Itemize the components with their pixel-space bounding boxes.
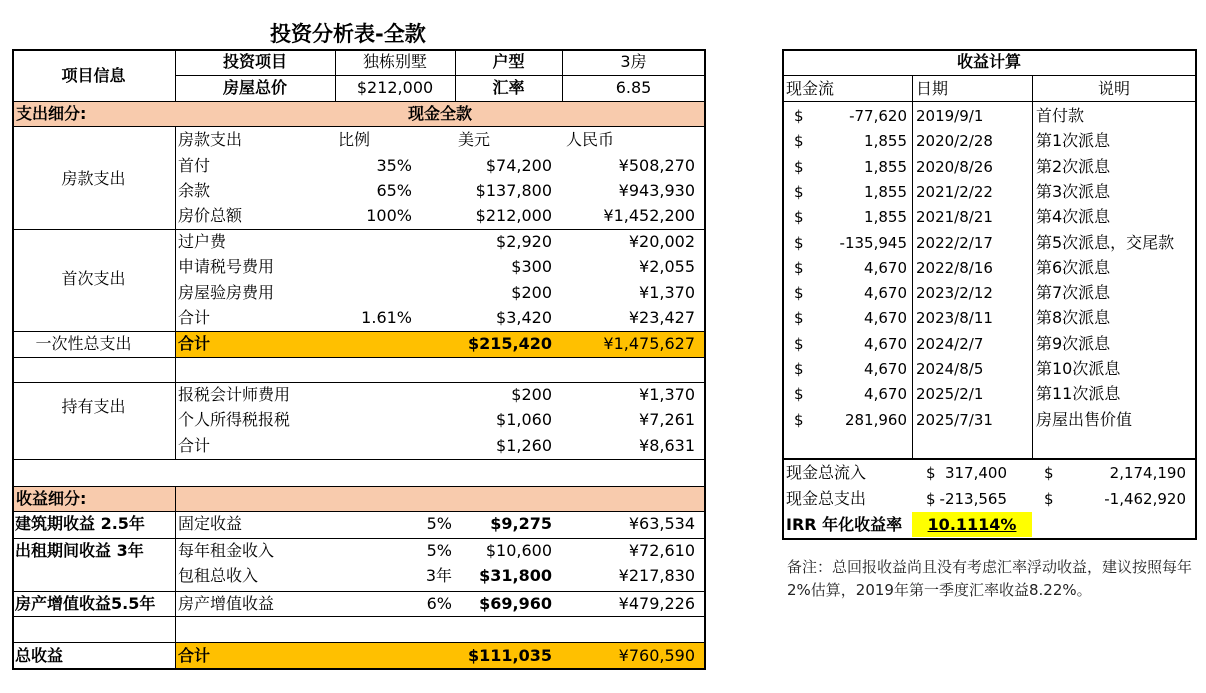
first-group-label: 首次支出: [61, 269, 126, 288]
row-date: 2022/2/17: [916, 233, 993, 252]
summary-rmb: 2,174,190: [1109, 464, 1186, 482]
row-usd: $200: [511, 385, 552, 404]
row-currency: $: [794, 309, 804, 328]
onetime-rmb: ¥1,475,627: [603, 334, 695, 353]
row-note: 第8次派息: [1036, 308, 1111, 328]
grand-total-usd: $111,035: [467, 646, 552, 665]
row-item: 合计: [178, 436, 211, 455]
row-note: 第11次派息: [1036, 384, 1121, 404]
grid-line: [912, 75, 913, 459]
grid-line: [12, 591, 705, 592]
summary-label: 现金总支出: [786, 489, 867, 508]
grid-line: [12, 49, 14, 670]
row-rmb: ¥1,370: [639, 283, 695, 302]
summary-currency: $: [1044, 490, 1054, 508]
holding-group-label: 持有支出: [61, 397, 126, 416]
row-note: 第6次派息: [1036, 257, 1111, 277]
row-currency: $: [794, 132, 804, 151]
income-section-title: 收益细分:: [16, 489, 87, 508]
income-label: 房产增值收益5.5年: [15, 594, 156, 613]
row-currency: $: [794, 410, 804, 429]
income-item: 每年租金收入: [178, 541, 275, 560]
summary-currency: $: [1044, 464, 1054, 482]
row-usd: $1,260: [496, 436, 552, 455]
row-rmb: ¥508,270: [618, 156, 695, 175]
row-rmb: ¥23,427: [628, 308, 695, 327]
row-note: 第1次派息: [1036, 131, 1111, 151]
row-currency: $: [794, 385, 804, 404]
grid-line: [12, 642, 705, 643]
grid-line: [12, 511, 705, 512]
purchase-group-label: 房款支出: [61, 169, 126, 188]
invest-item-label: 投资项目: [222, 52, 287, 71]
income-usd: $9,275: [490, 514, 552, 533]
row-note: 首付款: [1036, 106, 1085, 125]
total-price-value: $212,000: [356, 78, 434, 97]
grid-line: [782, 538, 1196, 540]
income-ratio: 5%: [426, 541, 452, 560]
grid-line: [12, 486, 705, 487]
fx-value: 6.85: [615, 78, 652, 97]
income-item: 房产增值收益: [178, 594, 275, 613]
row-currency: $: [794, 334, 804, 353]
grand-total-label: 总收益: [15, 646, 64, 665]
row-ratio: 35%: [376, 156, 412, 175]
row-date: 2025/7/31: [916, 410, 993, 429]
row-amount: 4,670: [864, 334, 907, 353]
row-date: 2025/2/1: [916, 385, 984, 404]
grid-line: [1032, 75, 1033, 459]
income-ratio: 5%: [426, 514, 452, 533]
row-rmb: ¥943,930: [618, 181, 695, 200]
summary-currency: $: [926, 464, 936, 482]
row-item: 申请税号费用: [178, 257, 275, 276]
row-rmb: ¥1,452,200: [603, 206, 695, 225]
row-item: 个人所得税报税: [178, 410, 291, 429]
col-item-header: 房款支出: [178, 130, 243, 149]
row-item: 余款: [178, 181, 211, 200]
footnote: 备注：总回报收益尚且没有考虑汇率浮动收益，建议按照每年2%估算，2019年第一季度汇率收益8.22%。: [787, 558, 1193, 599]
grid-line: [12, 357, 705, 358]
grid-line: [12, 538, 705, 539]
grid-line: [12, 331, 705, 332]
grid-line: [12, 668, 706, 670]
irr-value: 10.1114%: [927, 515, 1017, 534]
row-amount: 1,855: [864, 157, 907, 176]
grid-line: [12, 229, 705, 230]
onetime-usd: $215,420: [467, 334, 552, 353]
row-note: 第4次派息: [1036, 207, 1111, 227]
fx-label: 汇率: [492, 78, 525, 97]
row-currency: $: [794, 233, 804, 252]
grid-line: [782, 101, 1196, 102]
row-item: 合计: [178, 308, 211, 327]
row-item: 房屋验房费用: [178, 283, 275, 302]
income-usd: $69,960: [479, 594, 552, 613]
row-usd: $3,420: [496, 308, 552, 327]
grand-total-item: 合计: [178, 646, 211, 665]
row-usd: $137,800: [475, 181, 552, 200]
grid-line: [782, 49, 784, 540]
grid-line: [175, 75, 705, 76]
row-usd: $212,000: [475, 206, 552, 225]
grid-line: [12, 126, 705, 127]
row-currency: $: [794, 157, 804, 176]
project-info-label: 项目信息: [61, 66, 126, 85]
income-item: 固定收益: [178, 514, 243, 533]
grand-total-rmb: ¥760,590: [618, 646, 695, 665]
row-amount: 4,670: [864, 258, 907, 277]
income-usd: $10,600: [485, 541, 552, 560]
onetime-item: 合计: [178, 334, 211, 353]
summary-currency: $: [926, 490, 936, 508]
grid-line: [12, 616, 705, 617]
grid-line: [1195, 49, 1197, 540]
grid-line: [782, 75, 1196, 76]
row-date: 2020/2/28: [916, 132, 993, 151]
grid-line: [12, 459, 705, 460]
row-rmb: ¥7,261: [639, 410, 695, 429]
row-rmb: ¥8,631: [639, 436, 695, 455]
col-ratio-header: 比例: [338, 130, 371, 149]
summary-label: 现金总流入: [786, 463, 867, 482]
row-note: 第3次派息: [1036, 181, 1111, 201]
note-header: 说明: [1097, 79, 1130, 98]
row-amount: 4,670: [864, 309, 907, 328]
row-amount: 4,670: [864, 385, 907, 404]
row-ratio: 65%: [376, 181, 412, 200]
calc-title: 收益计算: [956, 52, 1021, 71]
row-amount: 1,855: [864, 132, 907, 151]
row-rmb: ¥20,002: [628, 232, 695, 251]
income-label: 建筑期收益 2.5年: [15, 514, 145, 533]
total-price-label: 房屋总价: [222, 78, 287, 97]
onetime-label: 一次性总支出: [35, 334, 132, 353]
col-usd-header: 美元: [458, 130, 491, 149]
income-rmb: ¥217,830: [618, 566, 695, 585]
row-currency: $: [794, 208, 804, 227]
row-date: 2021/2/22: [916, 182, 993, 201]
row-date: 2024/8/5: [916, 360, 984, 378]
row-date: 2023/2/12: [916, 284, 993, 303]
row-usd: $1,060: [496, 410, 552, 429]
row-item: 房价总额: [178, 206, 243, 225]
row-date: 2021/8/21: [916, 208, 993, 227]
grid-line: [704, 49, 706, 670]
row-amount: 4,670: [864, 284, 907, 303]
row-amount: 281,960: [844, 410, 907, 429]
house-type-value: 3房: [620, 52, 647, 71]
row-date: 2023/8/11: [916, 309, 993, 328]
income-ratio: 6%: [426, 594, 452, 613]
row-item: 过户费: [178, 232, 227, 251]
row-date: 2024/2/7: [916, 334, 984, 353]
irr-label: IRR 年化收益率: [786, 515, 903, 534]
income-ratio: 3年: [425, 566, 452, 585]
row-usd: $2,920: [496, 232, 552, 251]
date-header: 日期: [916, 79, 949, 98]
grid-line: [175, 126, 176, 459]
house-type-label: 户型: [492, 52, 525, 71]
row-amount: 1,855: [864, 182, 907, 201]
cashflow-header: 现金流: [786, 79, 835, 98]
row-note: 第7次派息: [1036, 283, 1111, 303]
income-rmb: ¥479,226: [618, 594, 695, 613]
income-item: 包租总收入: [178, 566, 259, 585]
row-note: 第10次派息: [1036, 359, 1121, 378]
row-note: 第9次派息: [1036, 333, 1111, 353]
row-usd: $74,200: [485, 156, 552, 175]
row-note: 房屋出售价值: [1036, 409, 1133, 429]
row-amount: 4,670: [864, 360, 907, 378]
row-usd: $200: [511, 283, 552, 302]
grid-line: [782, 458, 1196, 460]
income-rmb: ¥63,534: [628, 514, 695, 533]
row-date: 2020/8/26: [916, 157, 993, 176]
row-date: 2019/9/1: [916, 107, 984, 125]
row-note: 第5次派息，交尾款: [1036, 232, 1175, 252]
expense-section-title: 支出细分:: [16, 104, 87, 123]
col-rmb-header: 人民币: [566, 130, 615, 149]
row-note: 第2次派息: [1036, 156, 1111, 176]
invest-item-value: 独栋别墅: [362, 52, 427, 71]
cash-full-label: 现金全款: [407, 104, 472, 123]
income-usd: $31,800: [479, 566, 552, 585]
income-rmb: ¥72,610: [628, 541, 695, 560]
row-amount: -135,945: [839, 233, 907, 252]
row-ratio: 1.61%: [361, 308, 412, 327]
row-ratio: 100%: [366, 206, 412, 225]
page-title: 投资分析表-全款: [270, 22, 426, 46]
summary-usd: -213,565: [939, 490, 1007, 508]
row-amount: -77,620: [849, 107, 907, 125]
row-rmb: ¥1,370: [639, 385, 695, 404]
row-currency: $: [794, 182, 804, 201]
grid-line: [12, 382, 705, 383]
row-currency: $: [794, 258, 804, 277]
summary-rmb: -1,462,920: [1104, 490, 1186, 508]
row-currency: $: [794, 107, 804, 125]
row-item: 报税会计师费用: [178, 385, 291, 404]
row-usd: $300: [511, 257, 552, 276]
row-currency: $: [794, 284, 804, 303]
grid-line: [12, 101, 705, 102]
row-item: 首付: [178, 156, 211, 175]
income-label: 出租期间收益 3年: [15, 541, 144, 560]
row-rmb: ¥2,055: [639, 257, 695, 276]
row-date: 2022/8/16: [916, 258, 993, 277]
summary-usd: 317,400: [944, 464, 1007, 482]
row-currency: $: [794, 360, 804, 378]
row-amount: 1,855: [864, 208, 907, 227]
